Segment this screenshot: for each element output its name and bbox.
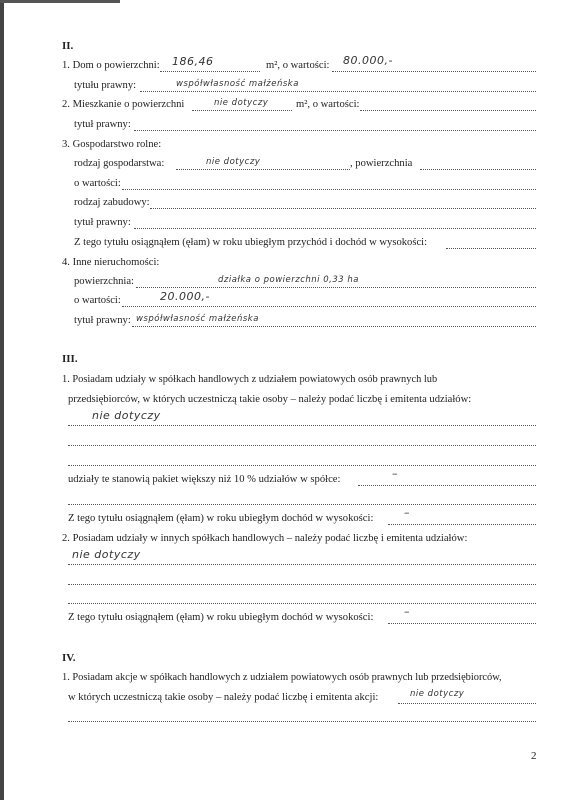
dotted-line [160, 70, 260, 72]
dotted-line [68, 602, 536, 604]
section-heading-ii: II. [62, 40, 74, 52]
dotted-line [332, 70, 536, 72]
dotted-line [68, 563, 536, 565]
other-title-label: tytuł prawny: [74, 315, 131, 326]
dotted-line [68, 424, 536, 426]
dotted-line [358, 484, 536, 486]
dotted-line [398, 702, 536, 704]
house-value-label: m², o wartości: [266, 60, 330, 71]
stocks-intro-line1: 1. Posiadam akcje w spółkach handlowych z udziałem powiatowych osób prawnych lub przedsiębiorców, [62, 672, 502, 683]
dotted-line [68, 464, 536, 466]
other-shares-income-label: Z tego tytułu osiągnąłem (ęłam) w roku ubiegłym dochód w wysokości: [68, 612, 374, 623]
shares-answer: nie dotyczy [92, 409, 161, 422]
flat-area-value: nie dotyczy [214, 98, 269, 108]
dotted-line [150, 207, 536, 209]
flat-title-label: tytuł prawny: [74, 119, 131, 130]
house-area-value: 186,46 [172, 55, 214, 68]
other-shares-answer: nie dotyczy [72, 548, 141, 561]
farm-title-label: tytuł prawny: [74, 217, 131, 228]
other-title-value: współwłasność małżeńska [136, 314, 259, 324]
other-value-label: o wartości: [74, 295, 121, 306]
farm-income-label: Z tego tytułu osiągnąłem (ęłam) w roku ubiegłym przychód i dochód w wysokości: [74, 237, 428, 248]
farm-kind-label: rodzaj gospodarstwa: [74, 158, 165, 169]
farm-kind-value: nie dotyczy [206, 157, 261, 167]
house-value: 80.000,- [343, 54, 393, 67]
dotted-line [420, 168, 536, 170]
shares-intro-line1: 1. Posiadam udziały w spółkach handlowych z udziałem powiatowych osób prawnych lub [62, 374, 438, 385]
dotted-line [176, 168, 350, 170]
dotted-line [388, 523, 536, 525]
dotted-line [122, 188, 536, 190]
stocks-answer: nie dotyczy [410, 689, 465, 699]
shares-package-label: udziały te stanowią pakiet większy niż 10 % udziałów w spółce: [68, 474, 341, 485]
dotted-line [68, 503, 536, 505]
scan-edge [0, 0, 4, 800]
stocks-intro-line2: w których uczestniczą takie osoby – należy podać liczbę i emitenta akcji: [68, 692, 379, 703]
dotted-line [134, 227, 536, 229]
other-value: 20.000,- [160, 290, 210, 303]
flat-area-label: 2. Mieszkanie o powierzchni [62, 99, 185, 110]
dotted-line [132, 325, 536, 327]
house-title-value: współwłasność małżeńska [176, 79, 299, 89]
dotted-line [136, 286, 536, 288]
other-shares-line1: 2. Posiadam udziały w innych spółkach handlowych – należy podać liczbę i emitenta udziałów: [62, 533, 468, 544]
other-property-heading: 4. Inne nieruchomości: [62, 257, 160, 268]
farm-building-label: rodzaj zabudowy: [74, 197, 150, 208]
farm-area-label: , powierzchnia [350, 158, 413, 169]
section-heading-iii: III. [62, 353, 78, 365]
dotted-line [360, 109, 536, 111]
section-heading-iv: IV. [62, 652, 76, 664]
shares-intro-line2: przedsiębiorców, w których uczestniczą takie osoby – należy podać liczbę i emitenta udziałów: [68, 394, 472, 405]
shares-income-label: Z tego tytułu osiągnąłem (ęłam) w roku ubiegłym dochód w wysokości: [68, 513, 374, 524]
farm-heading: 3. Gospodarstwo rolne: [62, 139, 162, 150]
house-area-label: 1. Dom o powierzchni: [62, 60, 160, 71]
dotted-line [192, 109, 292, 111]
dotted-line [446, 247, 536, 249]
house-title-label: tytułu prawny: [74, 80, 137, 91]
shares-package-value: – [392, 467, 398, 480]
dotted-line [68, 720, 536, 722]
shares-income-value: – [404, 506, 410, 519]
other-area-value: działka o powierzchni 0,33 ha [218, 275, 359, 285]
other-shares-income-value: – [404, 605, 410, 618]
scan-edge-top [0, 0, 120, 3]
dotted-line [388, 622, 536, 624]
dotted-line [68, 583, 536, 585]
farm-value-label: o wartości: [74, 178, 121, 189]
flat-value-label: m², o wartości: [296, 99, 360, 110]
dotted-line [134, 129, 536, 131]
dotted-line [140, 90, 536, 92]
dotted-line [122, 305, 536, 307]
dotted-line [68, 444, 536, 446]
page-number: 2 [531, 750, 537, 762]
other-area-label: powierzchnia: [74, 276, 135, 287]
